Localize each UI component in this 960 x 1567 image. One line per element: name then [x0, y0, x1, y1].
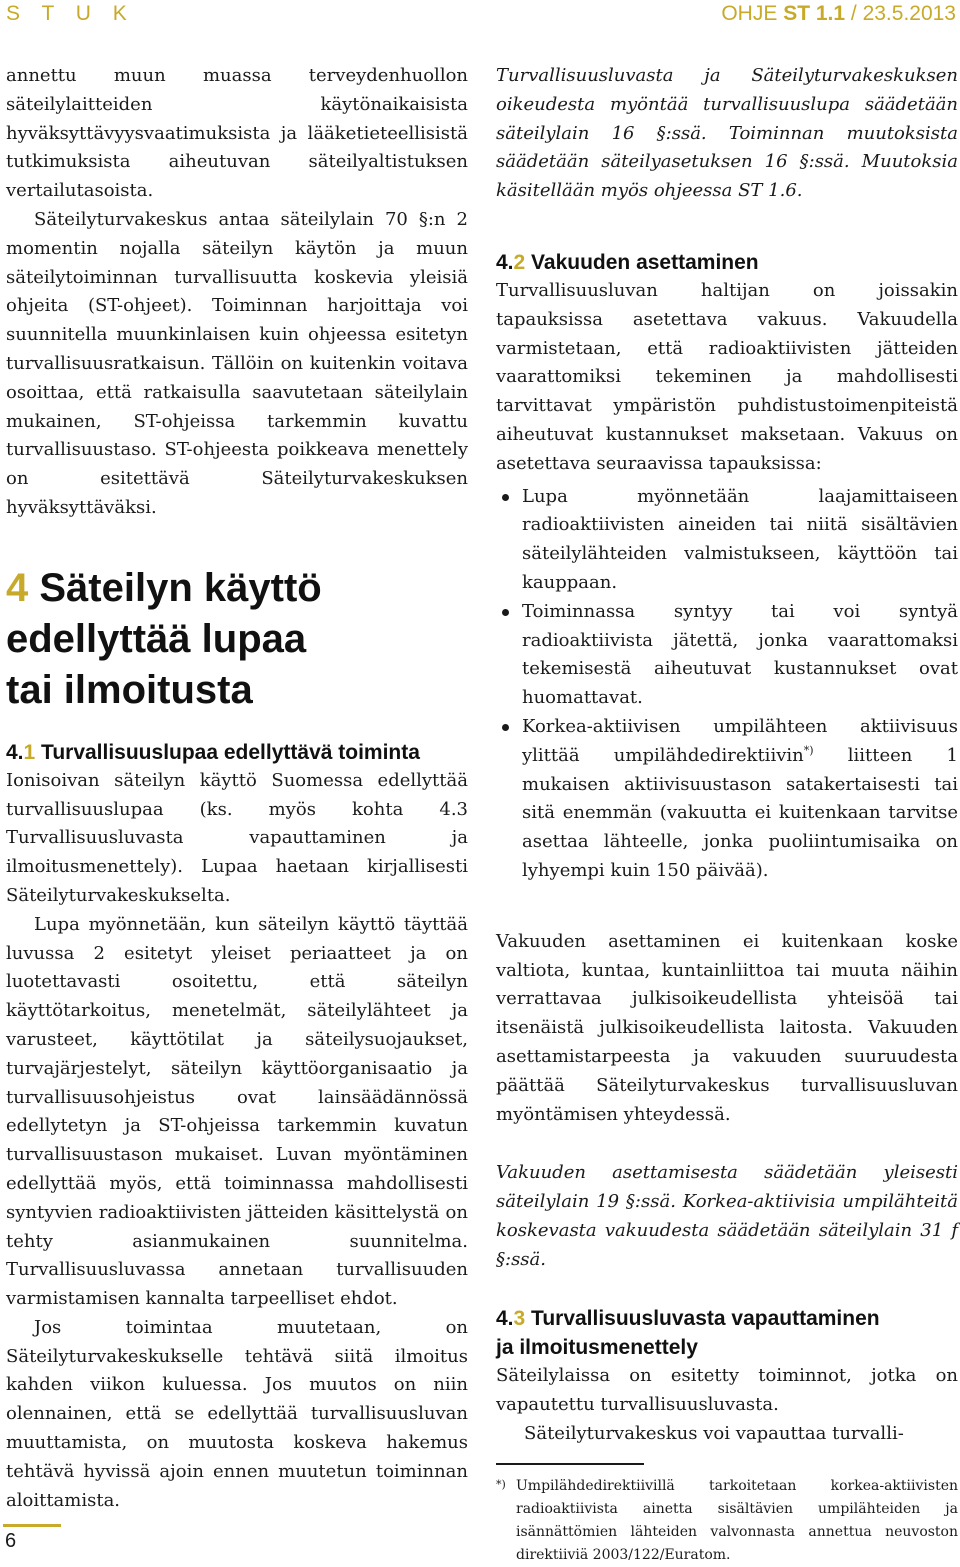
guide-reference: OHJE ST 1.1 / 23.5.2013 [721, 2, 956, 25]
footnote-text: Umpilähdedirektiivillä tarkoitetaan korkea-aktiivisten radioaktiivista ainetta sisältävien umpilähteiden ja isännättömien lähteiden valvonnasta annettua neuvoston direktiiviä 2003/122/Euratom. [516, 1477, 958, 1563]
footnote-divider [496, 1463, 644, 1465]
subsection-heading-4-3: 4.3 Turvallisuusluvasta vapauttaminen ja ilmoitusmenettely [496, 1307, 880, 1360]
paragraph: annettu muun muassa terveydenhuollon säteilylaitteiden käytönaikaisista hyväksyttävyysvaatimuksista ja lääketieteellisistä tutkimuksista aiheutuvan säteilyaltistuksen vertailutasoista. [6, 65, 468, 202]
section-number: 4 [6, 565, 29, 610]
bullet-list [496, 483, 958, 886]
footnote [496, 1475, 958, 1567]
paragraph: Säteilyturvakeskus voi vapauttaa turvalli- [524, 1423, 904, 1445]
left-column [6, 62, 468, 1515]
list-item: Korkea-aktiivisen umpilähteen aktiivisuus ylittää umpilähdedirektiivin*) liitteen 1 mukaisen aktiivisuustason satakertaisesti tai sitä enemmän (vakuutta ei kuitenkaan tarvitse asettaa lähteelle, jonka puoliintumisaika on lyhyempi kuin 150 päivää). [496, 713, 958, 886]
paragraph: Lupa myönnetään, kun säteilyn käyttö täyttää luvussa 2 esitetyt yleiset periaatteet ja on luotettavasti osoitettu, että säteilyn käyttötarkoitus, menetelmät, säteilylähteet ja varusteet, käyttötilat ja säteilysuojaukset, turvajärjestelyt, säteilyn käyttöorganisaatio ja turvallisuusohjeistus ovat lainsäädännössä edellytetyn ja ST-ohjeissa tarkemmin kuvatun turvallisuustason mukaiset. Luvan myöntäminen edellyttää myös, että toiminnassa mahdollisesti syntyvien radioaktiivisten jätteiden käsittelystä on tehty asianmukainen suunnitelma. Turvallisuusluvassa annetaan turvallisuuden varmistamisen kannalta tarpeelliset ehdot. [6, 913, 468, 1310]
page-number: 6 [5, 1530, 17, 1552]
paragraph: Säteilylaissa on esitetty toiminnot, jotka on vapautettu turvallisuusluvasta. [496, 1365, 958, 1416]
footnote-reference: *) [803, 743, 814, 757]
right-column [496, 62, 958, 1567]
paragraph: Jos toimintaa muutetaan, on Säteilyturvakeskukselle tehtävä siitä ilmoitus kahden viikon kuluessa. Jos muutos on niin olennainen, että se edellyttää turvallisuusluvan muuttamista, on muutosta koskeva hakemus tehtävä hyvissä ajoin ennen muutetun toiminnan aloittamista. [6, 1316, 468, 1511]
subsection-heading-4-1: 4.1 Turvallisuuslupaa edellyttävä toiminta [6, 740, 420, 764]
page-number-rule [3, 1524, 61, 1527]
list-item: Toiminnassa syntyy tai voi syntyä radioaktiivista jätettä, jonka vaarattomaksi tekemisestä aiheutuvat kustannukset ovat huomattavat. [496, 598, 958, 713]
legal-reference: Vakuuden asettamisesta säädetään yleisesti säteilylain 19 §:ssä. Korkea-aktiivisia umpilähteitä koskevasta vakuudesta säädetään säteilylain 31 f §:ssä. [496, 1162, 958, 1270]
list-item: Lupa myönnetään laajamittaiseen radioaktiivisten aineiden tai niitä sisältävien säteilylähteiden valmistukseen, käyttöön tai kauppaan. [496, 483, 958, 598]
page-header [0, 0, 960, 30]
paragraph: Turvallisuusluvan haltijan on joissakin tapauksissa asetettava vakuus. Vakuudella varmistetaan, että radioaktiivisten jätteiden vaarattomiksi tekeminen ja mahdollisesti tarvittavat ympäristön puhdistustoimenpiteistä aiheutuvat kustannukset maksetaan. Vakuus on asetettava seuraavissa tapauksissa: [496, 279, 958, 474]
paragraph: Vakuuden asettaminen ei kuitenkaan koske valtiota, kuntaa, kuntainliittoa tai muuta näihin verrattavaa julkisoikeudellista yhteisöä tai itsenäistä julkisoikeudellista laitosta. Vakuuden asettamistarpeesta ja vakuuden suuruudesta päättää Säteilyturvakeskus turvallisuusluvan myöntämisen yhteydessä. [496, 930, 958, 1125]
paragraph: Ionisoivan säteilyn käyttö Suomessa edellyttää turvallisuuslupaa (ks. myös kohta 4.3 Turvallisuusluvasta vapauttaminen ja ilmoitusmenettely). Lupaa haetaan kirjallisesti Säteilyturvakeskukselta. [6, 769, 468, 906]
section-heading-4: 4 Säteilyn käyttö edellyttää lupaa tai ilmoitusta [6, 565, 322, 712]
legal-reference: Turvallisuusluvasta ja Säteilyturvakeskuksen oikeudesta myöntää turvallisuuslupa säädetään säteilylain 16 §:ssä. Toiminnan muutoksista säädetään säteilyasetuksen 16 §:ssä. Muutoksia käsitellään myös ohjeessa ST 1.6. [496, 65, 958, 202]
subsection-heading-4-2: 4.2 Vakuuden asettaminen [496, 250, 759, 274]
paragraph: Säteilyturvakeskus antaa säteilylain 70 §:n 2 momentin nojalla säteilyn käytön ja muun säteilytoiminnan turvallisuutta koskevia yleisiä ohjeita (ST-ohjeet). Toiminnan harjoittaja voi suunnitella muunkinlaisen kuin ohjeessa esitetyn turvallisuusratkaisun. Tällöin on kuitenkin voitava osoittaa, että ratkaisulla saavutetaan säteilylain mukainen, ST-ohjeissa tarkemmin kuvattu turvallisuustaso. ST-ohjeesta poikkeava menettely on esitettävä Säteilyturvakeskuksen hyväksyttäväksi. [6, 208, 468, 518]
footnote-mark: *) [496, 1477, 506, 1491]
series-label: S T U K [6, 2, 135, 25]
